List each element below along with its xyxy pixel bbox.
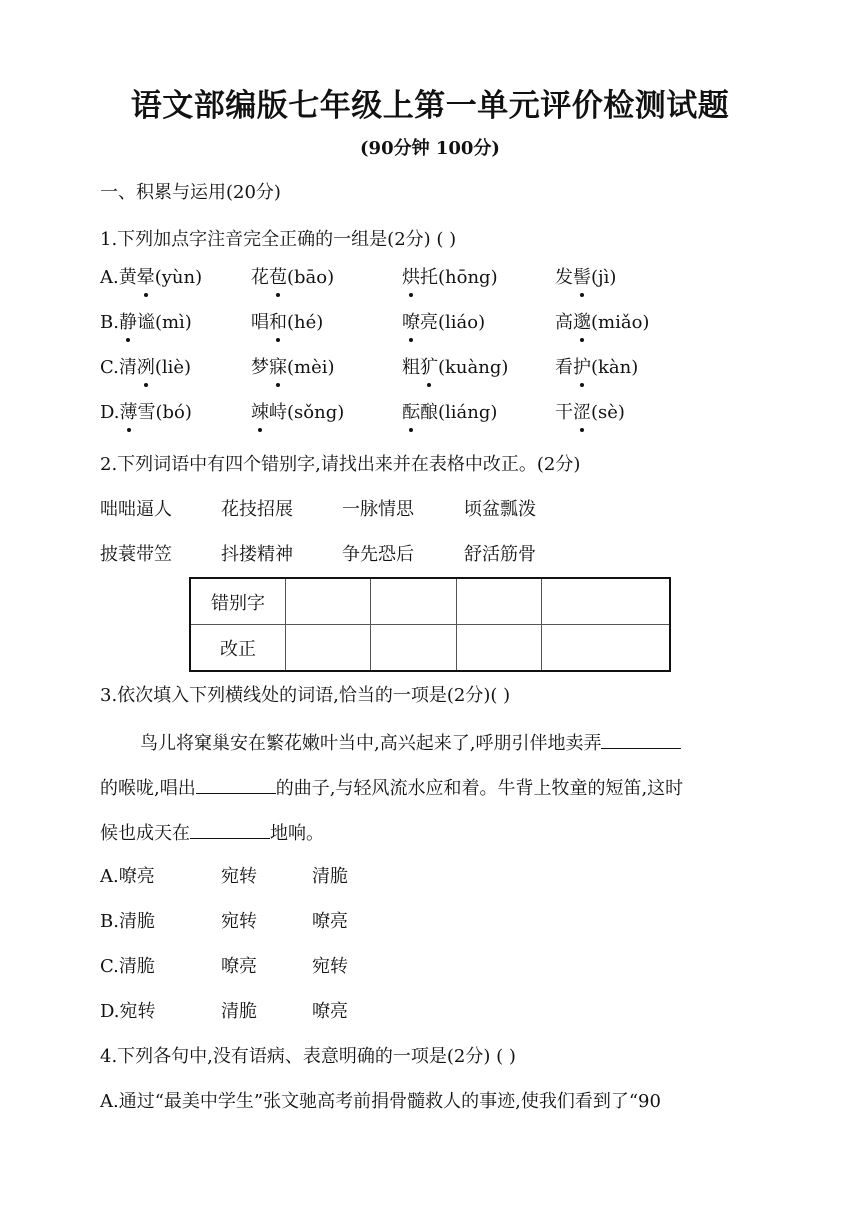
dotted-char: 竦 (251, 402, 269, 423)
dotted-char: 犷 (420, 357, 438, 378)
dotted-char: 嘹 (402, 312, 420, 333)
answer-cell[interactable] (456, 625, 541, 672)
word-item: 舒活筋骨 (464, 544, 536, 565)
section-heading: 一、积累与运用(20分) (100, 182, 281, 203)
dotted-char: 邈 (573, 312, 591, 333)
passage-line-2: 的喉咙,唱出 的曲子,与轻风流水应和着。牛背上牧童的短笛,这时 (100, 775, 683, 801)
passage-line-3: 候也成天在 地响。 (100, 820, 324, 846)
word-item: 争先恐后 (342, 544, 414, 565)
fill-blank[interactable] (601, 730, 681, 749)
question-2-stem: 2.下列词语中有四个错别字,请找出来并在表格中改正。(2分) (100, 454, 581, 475)
fill-blank[interactable] (196, 775, 276, 794)
answer-cell[interactable] (542, 578, 670, 625)
correction-table (189, 577, 671, 672)
option-label: A. (100, 866, 119, 887)
time-score-subtitle: (90分钟 100分) (360, 138, 500, 159)
table-header-typo: 错别字 (190, 578, 286, 625)
dotted-char: 冽 (136, 357, 155, 378)
word-item: 咄咄逼人 (100, 499, 172, 520)
fill-blank[interactable] (190, 820, 270, 839)
dotted-char: 酝 (402, 402, 420, 423)
word-item: 一脉情思 (342, 499, 414, 520)
question-1-stem: 1.下列加点字注音完全正确的一组是(2分) ( ) (100, 229, 457, 250)
answer-cell[interactable] (371, 625, 456, 672)
option-label: D. (100, 402, 120, 423)
passage-line-1: 鸟儿将窠巢安在繁花嫩叶当中,高兴起来了,呼朋引伴地卖弄 (140, 730, 681, 756)
dotted-char: 晕 (136, 267, 155, 288)
option-label: C. (100, 956, 119, 977)
page-title: 语文部编版七年级上第一单元评价检测试题 (130, 88, 730, 124)
answer-cell[interactable] (371, 578, 456, 625)
dotted-char: 护 (573, 357, 591, 378)
dotted-char: 寐 (269, 357, 287, 378)
table-row (190, 578, 670, 625)
table-row (190, 625, 670, 672)
option-label: B. (100, 911, 119, 932)
answer-cell[interactable] (286, 625, 371, 672)
dotted-char: 薄 (119, 402, 138, 423)
question-3-stem: 3.依次填入下列横线处的词语,恰当的一项是(2分)( ) (100, 685, 511, 706)
word-item: 顷盆瓢泼 (464, 499, 536, 520)
word-item: 花技招展 (221, 499, 293, 520)
answer-cell[interactable] (542, 625, 670, 672)
dotted-char: 静 (118, 312, 137, 333)
dotted-char: 苞 (269, 267, 287, 288)
option-label: A. (100, 267, 119, 288)
dotted-char: 涩 (573, 402, 591, 423)
dotted-char: 烘 (402, 267, 420, 288)
dotted-char: 髻 (573, 267, 591, 288)
option-label: D. (100, 1001, 120, 1022)
word-item: 抖搂精神 (221, 544, 293, 565)
dotted-char: 和 (269, 312, 287, 333)
word-item: 披蓑带笠 (100, 544, 172, 565)
q4-option-a: A.通过“最美中学生”张文驰高考前捐骨髓救人的事迹,使我们看到了“90 (100, 1091, 661, 1112)
question-4-stem: 4.下列各句中,没有语病、表意明确的一项是(2分) ( ) (100, 1046, 516, 1067)
table-header-correction: 改正 (190, 625, 286, 672)
option-label: C. (100, 357, 119, 378)
answer-cell[interactable] (456, 578, 541, 625)
answer-cell[interactable] (286, 578, 371, 625)
option-label: B. (100, 312, 119, 333)
